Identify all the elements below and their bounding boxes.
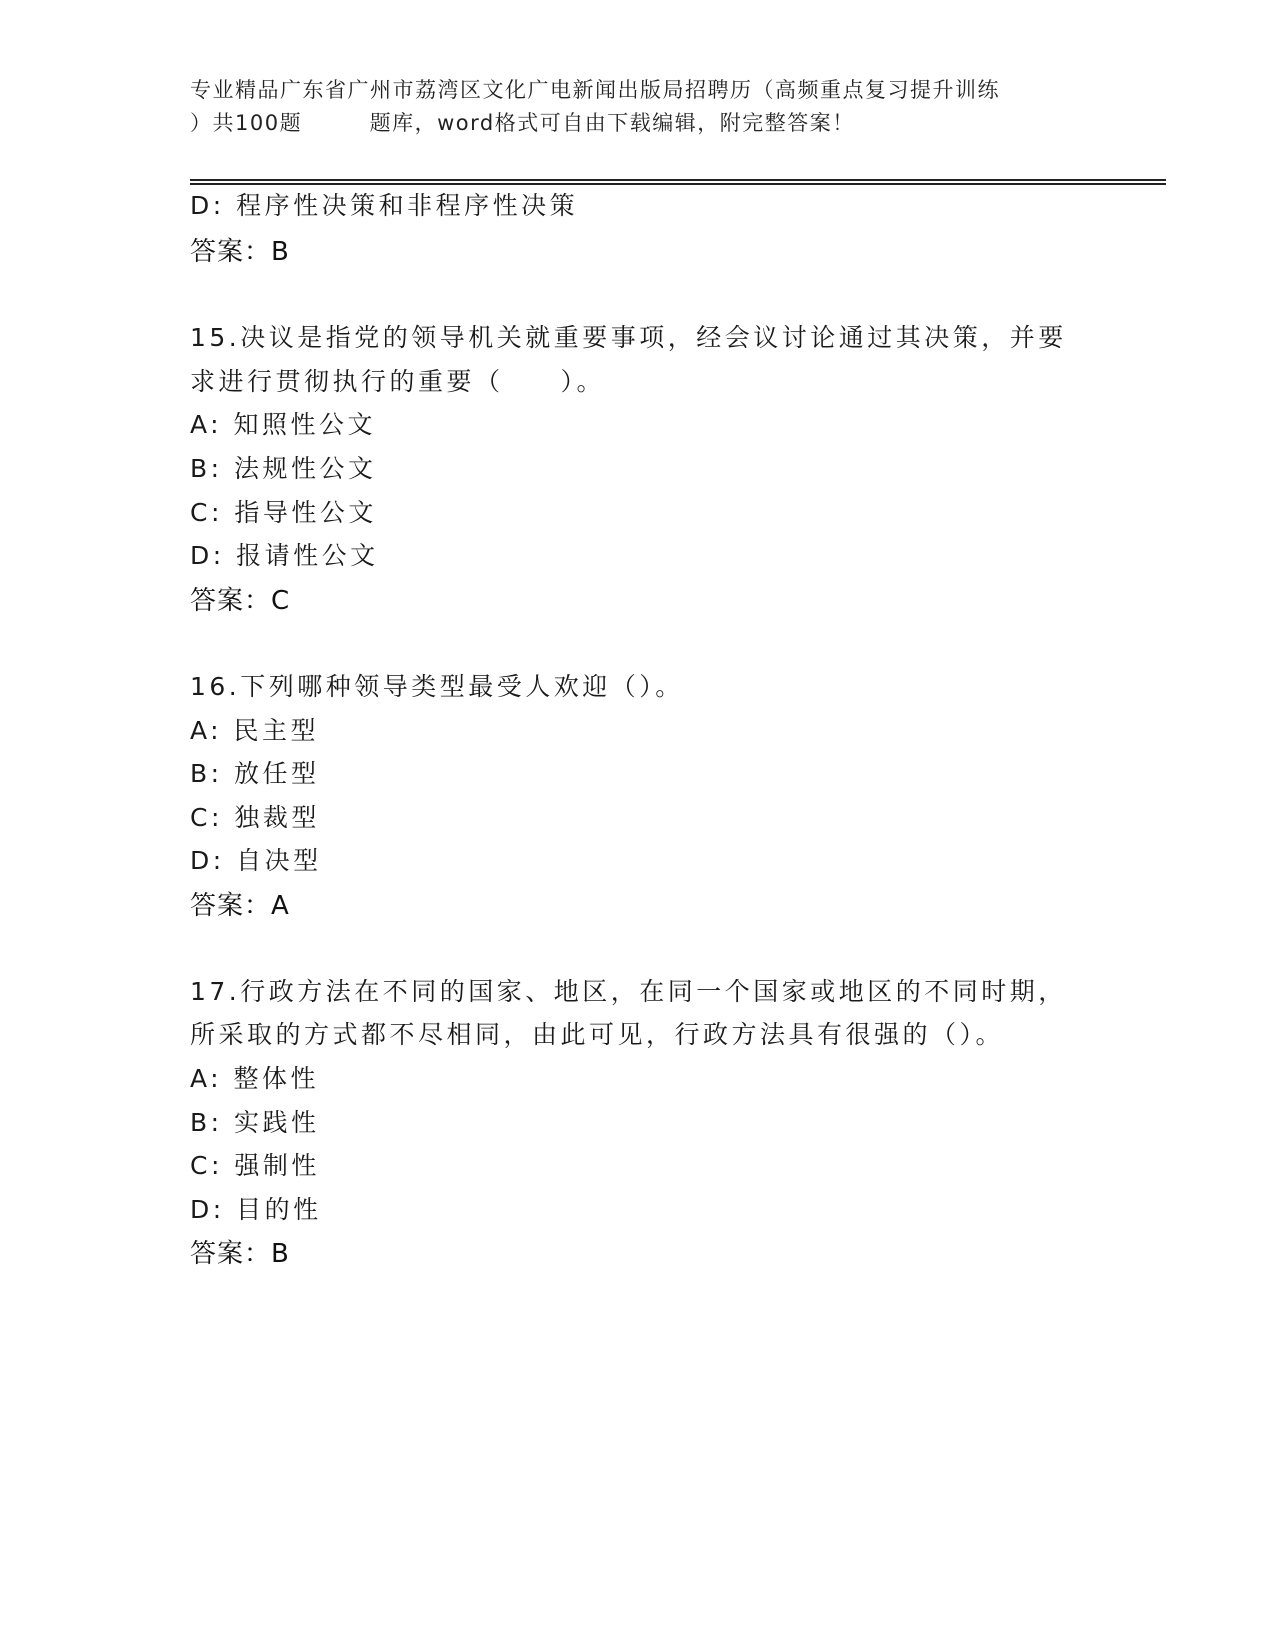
question-16-stem-line1: 16.下列哪种领导类型最受人欢迎（）。	[190, 672, 684, 701]
question-15-option-d: D: 报请性公文	[190, 541, 379, 570]
prev-question-option-d: D: 程序性决策和非程序性决策	[190, 191, 579, 220]
question-16-option-a: A: 民主型	[190, 716, 320, 745]
question-17-answer: 答案：B	[190, 1239, 290, 1269]
question-15-option-b: B: 法规性公文	[190, 454, 377, 483]
header-divider-top	[190, 179, 1166, 181]
question-17-option-a: A: 整体性	[190, 1064, 320, 1093]
header-title-line1: 专业精品广东省广州市荔湾区文化广电新闻出版局招聘历（高频重点复习提升训练	[190, 78, 1000, 102]
question-16-option-c: C: 独裁型	[190, 803, 320, 832]
question-15-option-a: A: 知照性公文	[190, 410, 377, 439]
question-15-option-c: C: 指导性公文	[190, 498, 377, 527]
prev-question-answer: 答案：B	[190, 237, 290, 267]
question-17-stem-line1: 17.行政方法在不同的国家、地区，在同一个国家或地区的不同时期，	[190, 977, 1067, 1006]
header-divider-bottom	[190, 183, 1166, 185]
question-17-option-b: B: 实践性	[190, 1108, 320, 1137]
question-17-option-d: D: 目的性	[190, 1195, 322, 1224]
header-title-line2: ）共100题 题库，word格式可自由下载编辑，附完整答案！	[190, 111, 855, 135]
question-16-answer: 答案：A	[190, 891, 290, 921]
question-15-stem-line2: 求进行贯彻执行的重要（ ）。	[190, 367, 606, 396]
question-16-option-d: D: 自决型	[190, 846, 322, 875]
document-header	[190, 74, 1110, 140]
question-16-option-b: B: 放任型	[190, 759, 320, 788]
question-17-stem-line2: 所采取的方式都不尽相同，由此可见，行政方法具有很强的（）。	[190, 1020, 1005, 1049]
question-15-answer: 答案：C	[190, 586, 291, 616]
question-17-option-c: C: 强制性	[190, 1151, 320, 1180]
question-15-stem-line1: 15.决议是指党的领导机关就重要事项，经会议讨论通过其决策，并要	[190, 323, 1067, 352]
